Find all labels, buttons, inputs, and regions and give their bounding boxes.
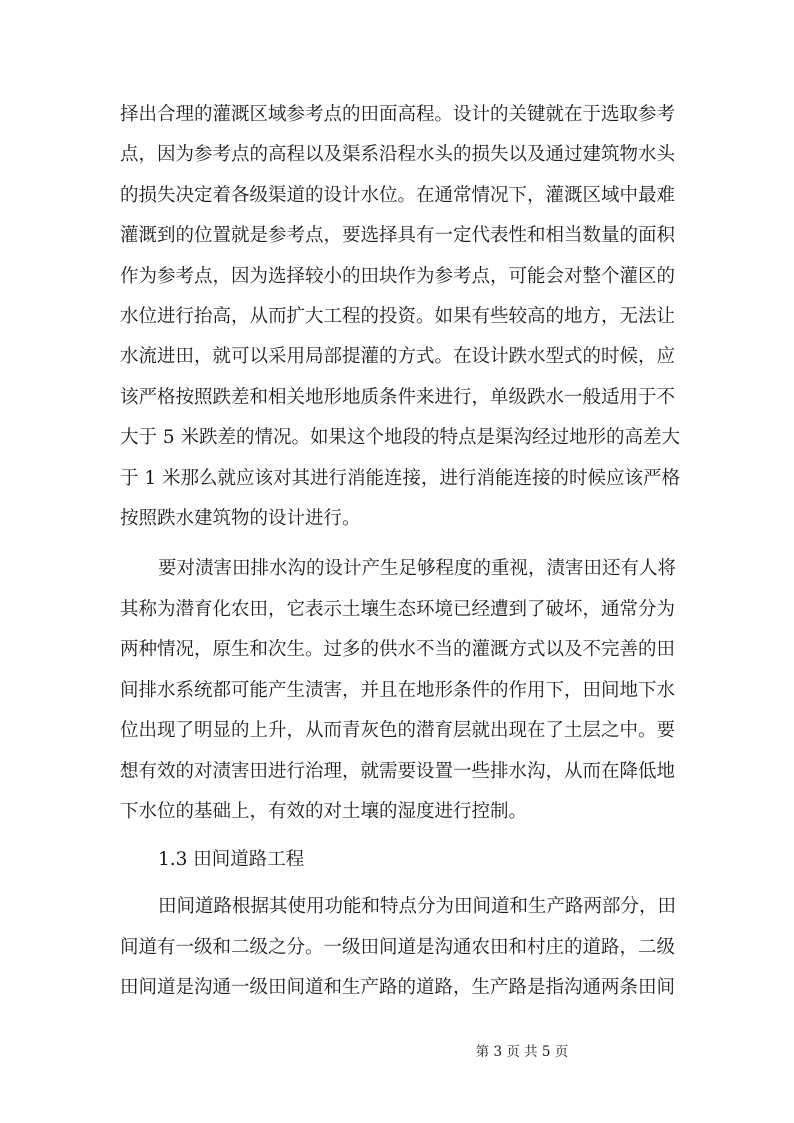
text-line: 水流进田，就可以采用局部提灌的方式。在设计跌水型式的时候，应	[120, 346, 676, 367]
text-line: 择出合理的灌溉区域参考点的田面高程。设计的关键就在于选取参考	[120, 104, 676, 125]
text-line: 其称为潜育化农田，它表示土壤生态环境已经遭到了破坏，通常分为	[120, 599, 676, 620]
text-line: 点，因为参考点的高程以及渠系沿程水头的损失以及通过建筑物水头	[120, 144, 676, 165]
text-line: 要对渍害田排水沟的设计产生足够程度的重视，渍害田还有人将	[158, 558, 677, 579]
text-line: 灌溉到的位置就是参考点，要选择具有一定代表性和相当数量的面积	[120, 225, 676, 246]
text-line: 按照跌水建筑物的设计进行。	[120, 508, 361, 529]
text-line: 作为参考点，因为选择较小的田块作为参考点，可能会对整个灌区的	[120, 266, 676, 287]
text-line: 间道有一级和二级之分。一级田间道是沟通农田和村庄的道路，二级	[120, 937, 676, 958]
text-line: 水位进行抬高，从而扩大工程的投资。如果有些较高的地方，无法让	[120, 306, 676, 327]
text-line: 该严格按照跌差和相关地形地质条件来进行，单级跌水一般适用于不	[120, 387, 676, 408]
text-line: 田间道路根据其使用功能和特点分为田间道和生产路两部分，田	[158, 896, 677, 917]
text-line: 大于 5 米跌差的情况。如果这个地段的特点是渠沟经过地形的高差大	[120, 427, 681, 448]
section-heading: 1.3 田间道路工程	[158, 849, 305, 870]
page-footer: 第 3 页 共 5 页	[475, 1044, 569, 1060]
text-line: 于 1 米那么就应该对其进行消能连接，进行消能连接的时候应该严格	[120, 468, 681, 489]
text-line: 位出现了明显的上升，从而青灰色的潜育层就出现在了土层之中。要	[120, 720, 676, 741]
text-line: 想有效的对渍害田进行治理，就需要设置一些排水沟，从而在降低地	[120, 761, 676, 782]
text-line: 两种情况，原生和次生。过多的供水不当的灌溉方式以及不完善的田	[120, 639, 676, 660]
text-line: 间排水系统都可能产生渍害，并且在地形条件的作用下，田间地下水	[120, 680, 676, 701]
text-line: 田间道是沟通一级田间道和生产路的道路，生产路是指沟通两条田间	[120, 977, 676, 998]
text-line: 下水位的基础上，有效的对土壤的湿度进行控制。	[120, 801, 528, 822]
text-line: 的损失决定着各级渠道的设计水位。在通常情况下，灌溉区域中最难	[120, 185, 676, 206]
